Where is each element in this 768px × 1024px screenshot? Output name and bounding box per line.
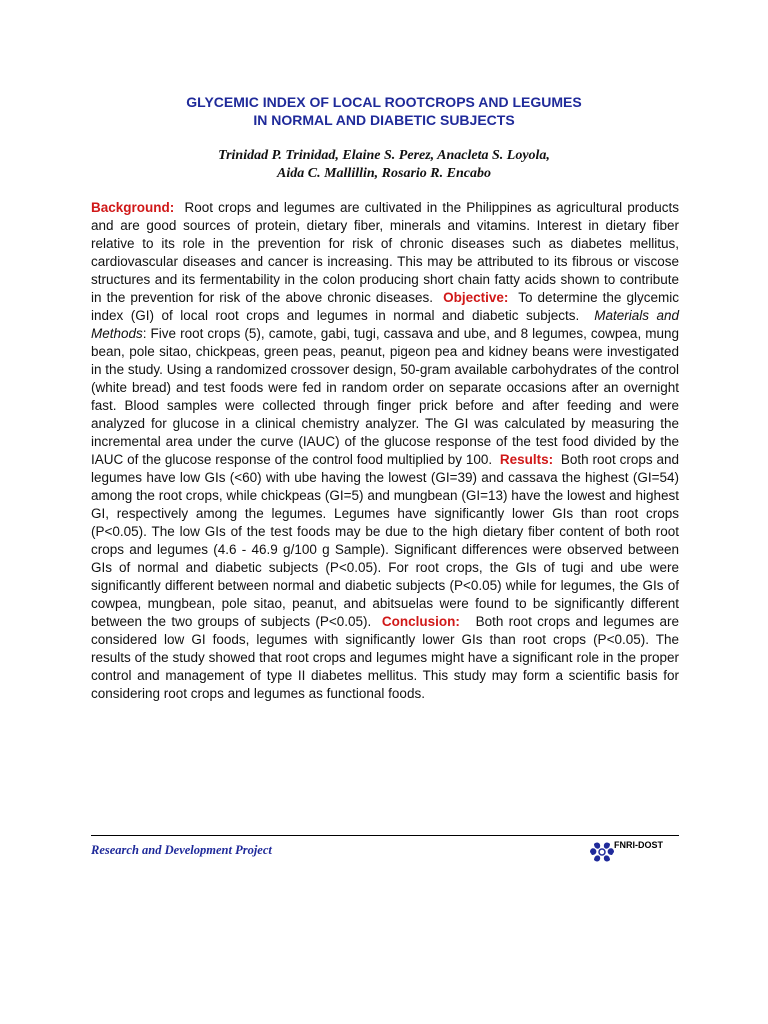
footer-logo-label: FNRI-DOST <box>614 840 663 850</box>
footer-project-label: Research and Development Project <box>91 843 272 857</box>
conclusion-text: Both root crops and legumes are considered low GI foods, legumes with significantly lower GIs than root crops (P<0.05). The results of the study showed that root crops and legumes might have a significant role in the proper control and management of type II diabetes mellitus. This study may form a scientific basis for considering root crops and legumes as functional foods. <box>91 614 679 701</box>
objective-text: To determine the glycemic index (GI) of local root crops and legumes in normal and diabetic subjects. <box>91 290 679 323</box>
background-label: Background: <box>91 200 175 215</box>
paper-title <box>0 93 768 129</box>
results-text: Both root crops and legumes have low GIs (<60) with ube having the lowest (GI=39) and cassava the highest (GI=54) among the root crops, while chickpeas (GI=5) and mungbean (GI=13) have the lowest and highest GI, respectively among the legumes. Legumes have significantly lower GIs than root crops (P<0.05). The low GIs of the test foods may be due to the high dietary fiber content of both root crops and legumes (4.6 - 46.9 g/100 g Sample). Significant differences were observed between GIs of normal and diabetic subjects (P<0.05). For root crops, the GIs of tugi and ube were significantly different between normal and diabetic subjects (P<0.05) while for legumes, the GIs of cowpea, mungbean, pole sitao, peanut, and abitsuelas were found to be significantly different between the two groups of subjects (P<0.05). <box>91 452 679 629</box>
authors-line-1: Trinidad P. Trinidad, Elaine S. Perez, Anacleta S. Loyola, <box>218 148 550 163</box>
objective-label: Objective: <box>443 290 509 305</box>
abstract <box>91 199 679 703</box>
title-line-2: IN NORMAL AND DIABETIC SUBJECTS <box>253 112 515 128</box>
methods-label: Materials and Methods <box>91 308 679 341</box>
results-label: Results: <box>499 452 554 467</box>
authors-line-2: Aida C. Mallillin, Rosario R. Encabo <box>277 166 491 181</box>
background-text: Root crops and legumes are cultivated in the Philippines as agricultural products and are good sources of protein, dietary fiber, minerals and vitamins. Interest in dietary fiber relative to its role in the prevention for risk of chronic diseases such as diabetes mellitus, cardiovascular diseases and cancer is increasing. This may be attributed to its fibrous or viscose structures and its fermentability in the colon producing short chain fatty acids shown to contribute in the prevention for risk of the above chronic diseases. <box>91 200 679 305</box>
title-line-1: GLYCEMIC INDEX OF LOCAL ROOTCROPS AND LEGUMES <box>186 94 582 110</box>
footer-divider <box>91 835 679 836</box>
methods-text: : Five root crops (5), camote, gabi, tugi, cassava and ube, and 8 legumes, cowpea, mung bean, pole sitao, chickpeas, green peas, peanut, pigeon pea and kidney beans were investigated in the study. Using a randomized crossover design, 50-gram available carbohydrates of the control (white bread) and test foods were fed in random order on separate occasions after an overnight fast. Blood samples were collected through finger prick before and after feeding and were analyzed for glucose in a clinical chemistry analyzer. The GI was calculated by measuring the incremental area under the curve (IAUC) of the glucose response of the test food divided by the IAUC of the glucose response of the control food multiplied by 100. <box>91 326 679 467</box>
author-list <box>0 147 768 183</box>
conclusion-label: Conclusion: <box>381 614 460 629</box>
fnri-logo-icon <box>588 838 616 866</box>
